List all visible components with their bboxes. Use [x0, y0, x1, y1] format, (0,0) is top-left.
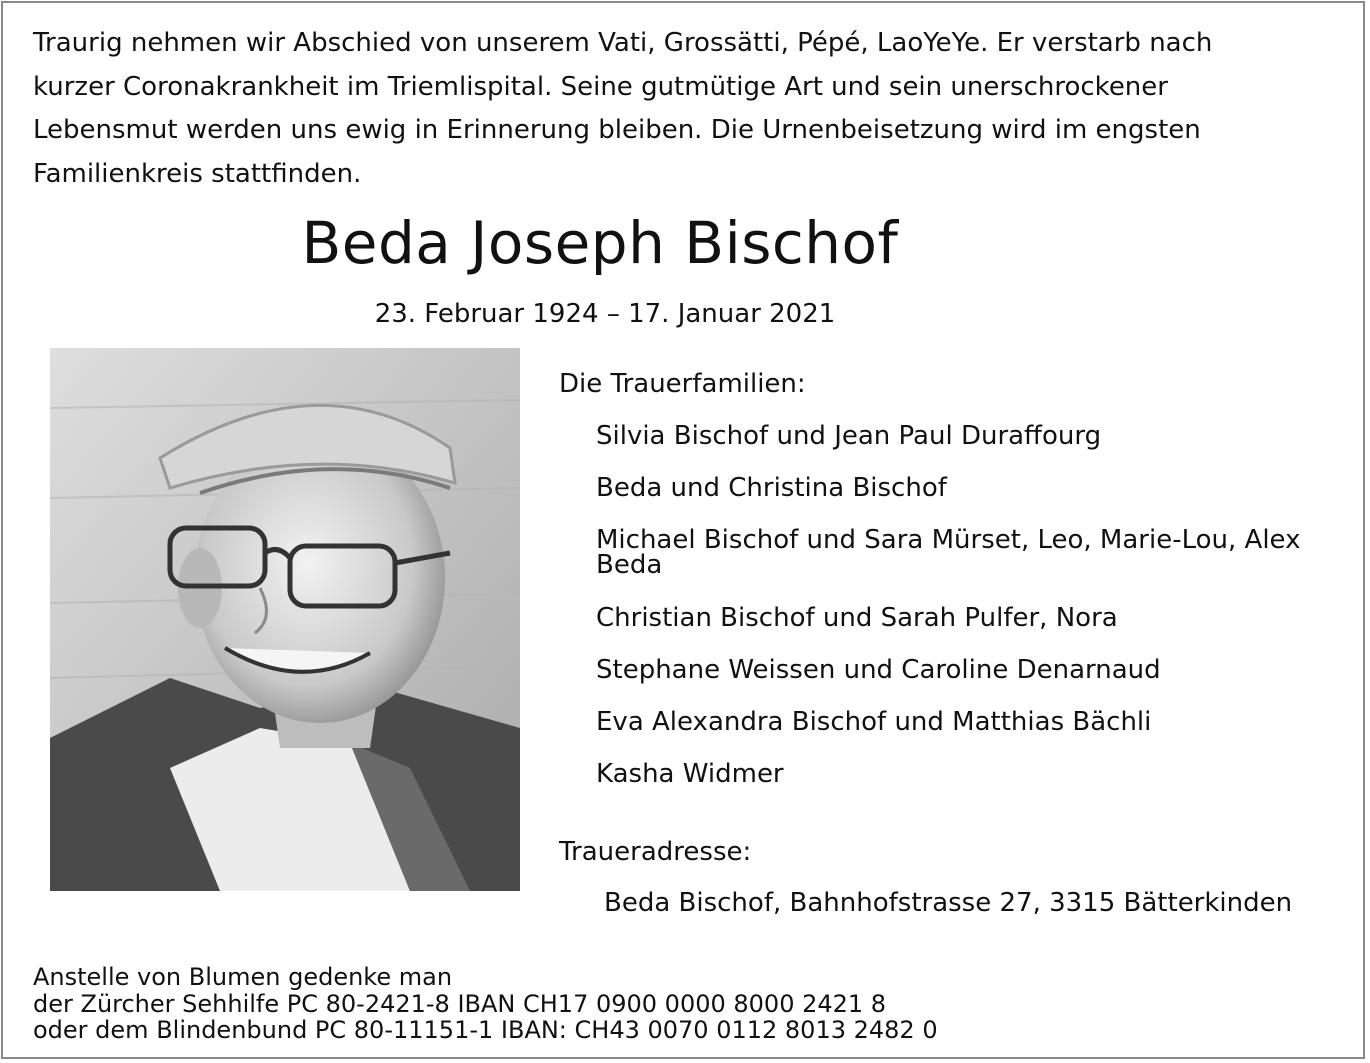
donation-note: [33, 964, 1333, 1044]
family-entry: Beda und Christina Bischof: [596, 473, 947, 503]
family-list: [596, 418, 1336, 808]
life-dates: 23. Februar 1924 – 17. Januar 2021: [374, 299, 836, 329]
intro-line: Familienkreis stattfinden.: [33, 158, 362, 189]
intro-line: Lebensmut werden uns ewig in Erinnerung bleiben. Die Urnenbeisetzung wird im engsten: [33, 115, 1201, 145]
family-entry: Silvia Bischof und Jean Paul Duraffourg: [596, 421, 1102, 451]
donation-line: der Zürcher Sehhilfe PC 80-2421-8 IBAN CH17 0900 0000 8000 2421 8: [33, 989, 887, 1018]
address-heading: Traueradresse:: [559, 837, 752, 867]
deceased-name: Beda Joseph Bischof: [301, 209, 899, 277]
family-entry: Kasha Widmer: [596, 759, 784, 789]
family-entry: Eva Alexandra Bischof und Matthias Bächli: [596, 707, 1152, 737]
family-entry: Christian Bischof und Sarah Pulfer, Nora: [596, 603, 1118, 633]
family-entry: Michael Bischof und Sara Mürset, Leo, Marie-Lou, Alex Beda: [596, 525, 1301, 580]
portrait-illustration: [50, 348, 520, 891]
intro-text: [33, 22, 1343, 196]
mourning-address: Beda Bischof, Bahnhofstrasse 27, 3315 Bätterkinden: [604, 888, 1293, 918]
donation-line: oder dem Blindenbund PC 80-11151-1 IBAN: CH43 0070 0112 8013 2482 0: [33, 1016, 938, 1044]
intro-line: Traurig nehmen wir Abschied von unserem Vati, Grossätti, Pépé, LaoYeYe. Er verstarb nach: [33, 28, 1213, 58]
intro-line: kurzer Coronakrankheit im Triemlispital. Seine gutmütige Art und sein unerschrockener: [33, 71, 1168, 102]
portrait-photo: [50, 348, 520, 891]
family-entry: Stephane Weissen und Caroline Denarnaud: [596, 655, 1161, 685]
donation-line: Anstelle von Blumen gedenke man: [33, 963, 453, 991]
families-heading: Die Trauerfamilien:: [559, 369, 806, 399]
